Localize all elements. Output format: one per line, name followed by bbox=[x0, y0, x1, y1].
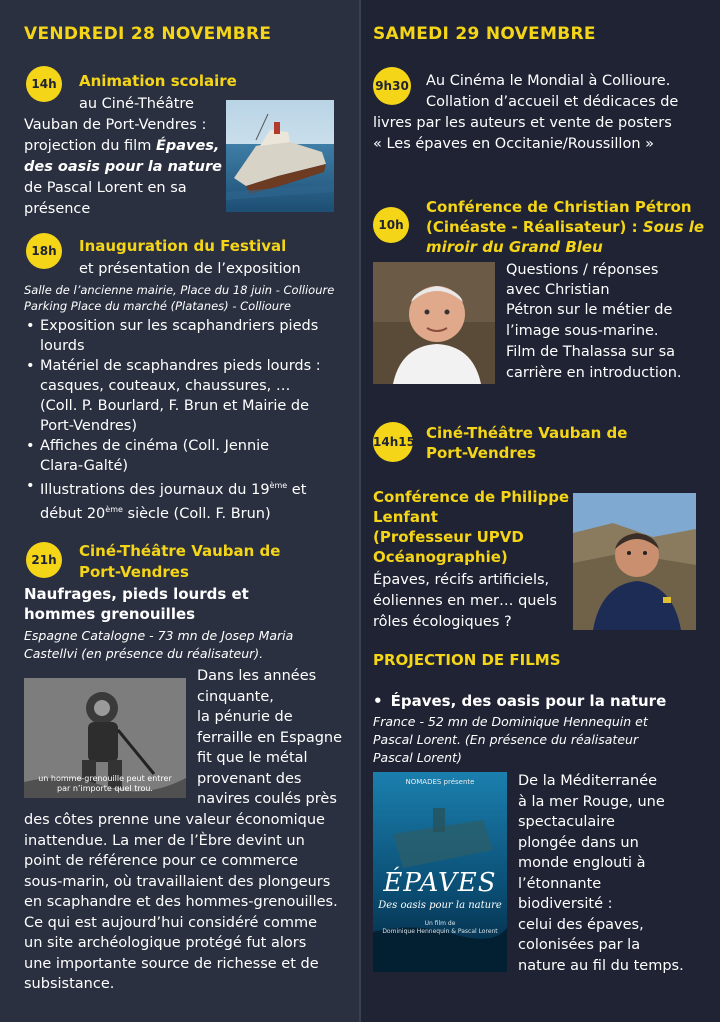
venue-line: Parking Place du marché (Platanes) - Collioure bbox=[24, 299, 291, 313]
film-title: Naufrages, pieds lourds et bbox=[24, 585, 249, 603]
conference-text: carrière en introduction. bbox=[506, 365, 682, 381]
film-title: des oasis pour la nature bbox=[24, 159, 222, 175]
film-poster bbox=[373, 772, 507, 972]
time-badge-18h: 18h bbox=[26, 233, 62, 269]
event-text: livres par les auteurs et vente de posters bbox=[373, 115, 672, 131]
projection-heading: PROJECTION DE FILMS bbox=[373, 651, 561, 669]
conference-text: Questions / réponses bbox=[506, 262, 659, 278]
time-badge-10h: 10h bbox=[373, 207, 409, 243]
poster-title: ÉPAVES bbox=[383, 868, 497, 898]
event-title-animation: Animation scolaire bbox=[79, 72, 237, 90]
event-text: « Les épaves en Occitanie/Roussillon » bbox=[373, 136, 654, 152]
event-text: Collation d’accueil et dédicaces de bbox=[426, 94, 679, 110]
film-meta: Espagne Catalogne - 73 mn de Josep Maria bbox=[24, 628, 294, 643]
event-text: présence bbox=[24, 201, 91, 217]
film-title: hommes grenouilles bbox=[24, 605, 196, 623]
film-meta: France - 52 mn de Dominique Hennequin et bbox=[373, 714, 648, 729]
film-description-wrap: Dans les années cinquante, la pénurie de ferraille en Espagne fit que le métal provenant des navires coulés près bbox=[197, 668, 343, 807]
conference-title: Océanographie) bbox=[373, 548, 508, 566]
event-subtitle: et présentation de l’exposition bbox=[79, 261, 301, 277]
event-text: au Ciné-Théâtre bbox=[79, 96, 194, 112]
conference-text: Épaves, récifs artificiels, bbox=[373, 572, 550, 588]
column-divider bbox=[359, 0, 361, 1022]
time-badge-14h15: 14h15 bbox=[373, 422, 413, 462]
film-description: des côtes prenne une valeur économique inattendue. La mer de l’Èbre devint un point de référence pour ce commerce sous-marin, où travaillaient des plongeurs en scaphandre et des hommes-grenouilles. Ce qui est aujourd’hui considéré comme un site archéologique protégé fut alors une importante source de richesse et de subsistance. bbox=[24, 812, 338, 992]
film-title: • Épaves, des oasis pour la nature bbox=[373, 692, 667, 710]
event-text: de Pascal Lorent en sa bbox=[24, 180, 187, 196]
list-item: • Illustrations des journaux du 19ème et début 20ème siècle (Coll. F. Brun) bbox=[26, 478, 307, 522]
event-text: Vauban de Port-Vendres : bbox=[24, 117, 207, 133]
event-title-inauguration: Inauguration du Festival bbox=[79, 237, 287, 255]
poster-credits: Un film de Dominique Hennequin & Pascal Lorent bbox=[382, 920, 498, 935]
film-meta: Pascal Lorent) bbox=[373, 750, 462, 765]
saturday-heading: SAMEDI 29 NOVEMBRE bbox=[373, 24, 596, 44]
conference-text: l’image sous-marine. bbox=[506, 323, 659, 339]
film-description: De la Méditerranée à la mer Rouge, une spectaculaire plongée dans un monde englouti à l’étonnante biodiversité : celui des épaves, colonisées par la nature au fil du temps. bbox=[518, 773, 684, 974]
event-text: projection du film Épaves, bbox=[24, 138, 220, 154]
conference-title: (Cinéaste - Réalisateur) : Sous le bbox=[426, 218, 705, 236]
friday-heading: VENDREDI 28 NOVEMBRE bbox=[24, 24, 272, 44]
conference-title: Lenfant bbox=[373, 508, 438, 526]
list-item: • Exposition sur les scaphandriers pieds lourds bbox=[26, 318, 319, 354]
venue-title: Ciné-Théâtre Vauban de bbox=[79, 542, 281, 560]
film-meta: Castellvi (en présence du réalisateur). bbox=[24, 646, 264, 661]
venue-title: Ciné-Théâtre Vauban de bbox=[426, 424, 628, 442]
exhibition-list bbox=[24, 316, 354, 524]
conference-title: (Professeur UPVD bbox=[373, 528, 524, 546]
film-meta: Pascal Lorent. (En présence du réalisateur bbox=[373, 732, 639, 747]
conference-text: Film de Thalassa sur sa bbox=[506, 344, 676, 360]
diver-photo bbox=[24, 678, 186, 798]
time-badge-14h: 14h bbox=[26, 66, 62, 102]
conference-text: Pétron sur le métier de bbox=[506, 302, 673, 318]
venue-title: Port-Vendres bbox=[79, 563, 189, 581]
conference-title: miroir du Grand Bleu bbox=[426, 238, 603, 256]
time-badge-21h: 21h bbox=[26, 542, 62, 578]
conference-text: éoliennes en mer… quels bbox=[373, 593, 557, 609]
conference-title: Conférence de Philippe bbox=[373, 488, 570, 506]
list-item: • Matériel de scaphandres pieds lourds : casques, couteaux, chaussures, … (Coll. P. Bourlard, F. Brun et Mairie de Port-Vendres) bbox=[26, 358, 321, 434]
event-text: Au Cinéma le Mondial à Collioure. bbox=[426, 73, 671, 89]
conference-text: rôles écologiques ? bbox=[373, 614, 512, 630]
shipwreck-photo bbox=[226, 100, 334, 212]
poster-presenter: NOMADES présente bbox=[405, 778, 475, 786]
portrait-christian-petron bbox=[373, 262, 495, 384]
conference-title: Conférence de Christian Pétron bbox=[426, 198, 692, 216]
conference-text: avec Christian bbox=[506, 282, 610, 298]
venue-line: Salle de l’ancienne mairie, Place du 18 juin - Collioure bbox=[24, 283, 335, 297]
time-badge-9h30: 9h30 bbox=[373, 67, 411, 105]
poster-subtitle: Des oasis pour la nature bbox=[378, 900, 502, 911]
photo-caption: un homme-grenouille peut entrer par n’importe quel trou. bbox=[38, 774, 172, 793]
portrait-philippe-lenfant bbox=[573, 493, 696, 630]
list-item: • Affiches de cinéma (Coll. Jennie Clara-Galté) bbox=[26, 438, 270, 474]
venue-title: Port-Vendres bbox=[426, 444, 536, 462]
